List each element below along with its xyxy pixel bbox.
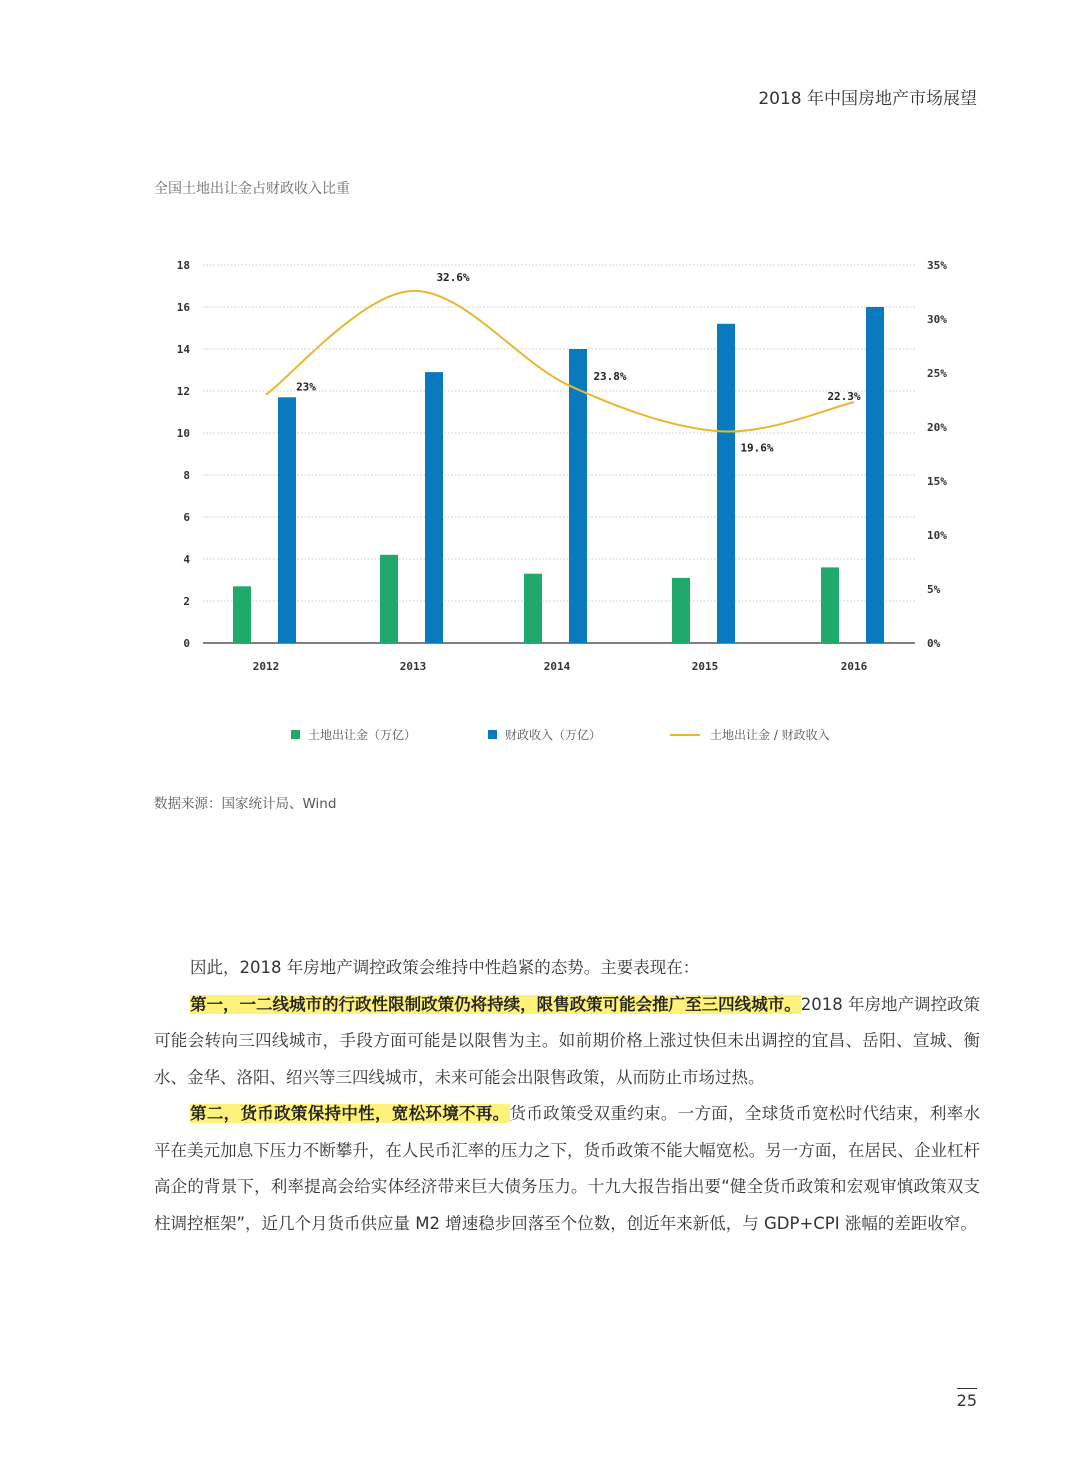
bar-land xyxy=(380,555,398,643)
line-data-label: 32.6% xyxy=(436,270,470,284)
paragraph-second-rest: 货币政策受双重约束。一方面，全球货币宽松时代结束，利率水平在美元加息下压力不断攀升，在人民币汇率的压力之下，货币政策不能大幅宽松。另一方面，在居民、企业杠杆高企的背景下，利率提高会给实体经济带来巨大债务压力。十九大报告指出要“健全货币政策和宏观审慎政策双支柱调控框架”，近几个月货币供应量 M2 增速稳步回落至个位数，创近年来新低，与 GDP+CPI 涨幅的差距收窄。 xyxy=(154,1104,981,1233)
legend-item-fiscal xyxy=(488,726,601,743)
left-axis-tick-label: 4 xyxy=(183,553,190,566)
bar-land xyxy=(233,586,251,643)
line-ratio xyxy=(266,291,854,432)
page-number: 25 xyxy=(957,1388,977,1410)
line-data-label: 23% xyxy=(296,380,316,394)
left-axis-tick-label: 0 xyxy=(183,637,190,650)
paragraph-first xyxy=(154,987,980,1097)
legend-swatch-land xyxy=(291,730,300,739)
left-axis-tick-label: 8 xyxy=(183,469,190,482)
line-data-label: 19.6% xyxy=(740,441,774,455)
legend-label-fiscal: 财政收入（万亿） xyxy=(505,728,602,742)
x-axis-tick-label: 2013 xyxy=(399,660,427,673)
page-header-title: 2018 年中国房地产市场展望 xyxy=(758,89,977,109)
bar-land xyxy=(524,574,542,643)
line-data-label: 22.3% xyxy=(827,390,861,404)
bar-fiscal xyxy=(866,307,884,643)
legend-swatch-fiscal xyxy=(488,730,497,739)
bar-land xyxy=(672,578,690,643)
x-axis-tick-label: 2014 xyxy=(543,660,571,673)
right-axis-tick-label: 30% xyxy=(927,313,947,326)
left-axis-tick-label: 18 xyxy=(176,259,190,272)
x-axis-tick-label: 2016 xyxy=(840,660,868,673)
right-axis-tick-label: 25% xyxy=(927,367,947,380)
right-axis-tick-label: 20% xyxy=(927,421,947,434)
bar-fiscal xyxy=(425,372,443,643)
paragraph-first-rest: 2018 年房地产调控政策可能会转向三四线城市，手段方面可能是以限售为主。如前期价格上涨过快但未出调控的宜昌、岳阳、宣城、衡水、金华、洛阳、绍兴等三四线城市，未来可能会出限售政策，从而防止市场过热。 xyxy=(154,994,980,1087)
chart-legend xyxy=(0,726,1080,746)
line-data-label: 23.8% xyxy=(593,369,627,383)
x-axis-tick-label: 2015 xyxy=(691,660,719,673)
bar-fiscal xyxy=(278,397,296,643)
right-axis-tick-label: 10% xyxy=(927,529,947,542)
right-axis-tick-label: 15% xyxy=(927,475,947,488)
paragraph-intro: 因此，2018 年房地产调控政策会维持中性趋紧的态势。主要表现在： xyxy=(190,958,700,977)
legend-swatch-ratio xyxy=(670,734,700,736)
x-axis-tick-label: 2012 xyxy=(252,660,280,673)
right-axis-tick-label: 0% xyxy=(927,637,941,650)
left-axis-tick-label: 12 xyxy=(176,385,190,398)
legend-item-ratio xyxy=(670,726,830,743)
chart xyxy=(0,0,1080,720)
right-axis-tick-label: 5% xyxy=(927,583,941,596)
left-axis-tick-label: 16 xyxy=(176,301,190,314)
left-axis-tick-label: 10 xyxy=(176,427,190,440)
left-axis-tick-label: 6 xyxy=(183,511,190,524)
highlight-first: 第一，一二线城市的行政性限制政策仍将持续，限售政策可能会推广至三四线城市。 xyxy=(190,994,801,1014)
bar-fiscal xyxy=(717,324,735,643)
legend-label-land: 土地出让金（万亿） xyxy=(308,728,417,742)
data-source: 数据来源：国家统计局、Wind xyxy=(154,796,337,812)
legend-label-ratio: 土地出让金 / 财政收入 xyxy=(710,728,830,742)
legend-item-land xyxy=(291,726,416,743)
right-axis-tick-label: 35% xyxy=(927,259,947,272)
bar-land xyxy=(821,567,839,643)
highlight-second: 第二，货币政策保持中性，宽松环境不再。 xyxy=(190,1104,510,1123)
paragraph-second xyxy=(154,1096,980,1242)
chart-title: 全国土地出让金占财政收入比重 xyxy=(154,181,350,197)
body-text xyxy=(154,950,980,1242)
left-axis-tick-label: 2 xyxy=(183,595,190,608)
left-axis-tick-label: 14 xyxy=(176,343,190,356)
